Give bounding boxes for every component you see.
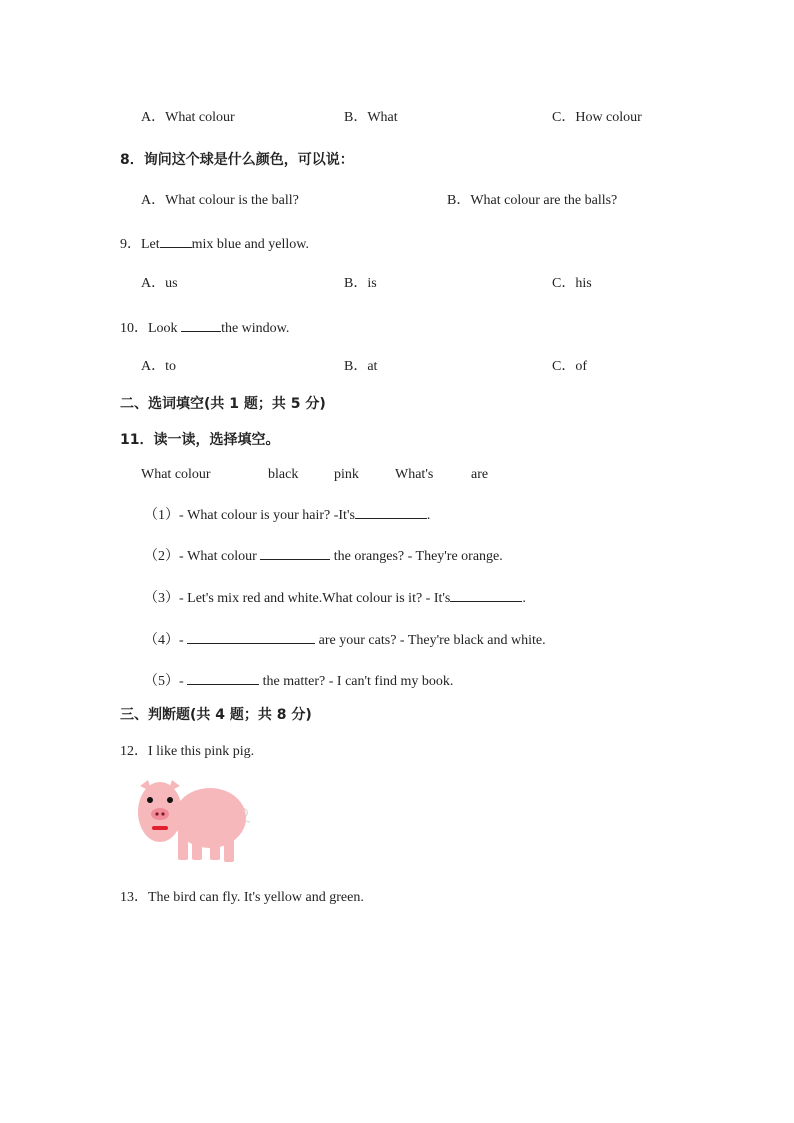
fill-blank[interactable] [355,504,427,519]
pig-snout [151,808,169,820]
item-number: （4） [144,633,179,648]
item-text-pre: - What colour [179,549,261,564]
q8-option-a[interactable]: A．What colour is the ball? [141,193,299,208]
item-text-post: . [522,591,526,606]
pig-mouth [152,826,168,830]
item-number: （3） [144,591,179,606]
item-number: （2） [144,549,179,564]
word-bank-item: pink [334,467,359,482]
q11-item-5 [144,670,453,691]
q11-item-2 [144,545,503,566]
word-bank-item: What's [395,467,434,482]
pig-nostril [155,812,158,815]
item-text-post: are your cats? - They're black and white. [315,633,546,648]
item-text-pre: - What colour is your hair? -It's [179,508,355,523]
q10-stem-post: the window. [221,321,290,336]
pig-body [174,788,246,848]
item-number: （1） [144,508,179,523]
fill-blank[interactable] [187,629,315,644]
word-bank-item: black [268,467,299,482]
q8-stem: 8．询问这个球是什么颜色，可以说： [120,152,354,168]
q10-stem [120,317,289,338]
section3-heading: 三、判断题(共 4 题；共 8 分) [120,707,312,723]
q7-option-c[interactable]: C．How colour [552,110,642,125]
pig-eye [167,797,173,803]
fill-blank[interactable] [450,587,522,602]
q11-item-1 [144,504,430,525]
fill-blank[interactable] [187,670,259,685]
q11-item-3 [144,587,526,608]
q9-stem-pre: 9．Let [120,237,160,252]
pig-nostril [161,812,164,815]
q11-item-4 [144,629,546,650]
q9-blank[interactable] [160,233,192,248]
q9-stem-post: mix blue and yellow. [191,237,309,252]
item-text-pre: - [179,674,188,689]
word-bank-item: are [471,467,489,482]
pig-eye [147,797,153,803]
q7-option-a[interactable]: A．What colour [141,110,235,125]
q9-option-a[interactable]: A．us [141,276,178,291]
q12-stem: 12．I like this pink pig. [120,744,255,759]
item-text-pre: - Let's mix red and white.What colour is it? - It's [179,591,451,606]
pig-figure [138,780,250,862]
section2-heading: 二、选词填空(共 1 题；共 5 分) [120,396,326,412]
q10-blank[interactable] [181,317,221,332]
q8-option-b[interactable]: B．What colour are the balls? [447,193,618,208]
q10-stem-pre: 10．Look [120,321,182,336]
q10-option-a[interactable]: A．to [141,359,176,374]
item-number: （5） [144,674,179,689]
q10-option-b[interactable]: B．at [344,359,378,374]
fill-blank[interactable] [260,545,330,560]
q13-stem: 13．The bird can fly. It's yellow and green. [120,890,364,905]
q9-option-b[interactable]: B．is [344,276,377,291]
q7-option-b[interactable]: B．What [344,110,398,125]
word-bank-item: What colour [141,467,211,482]
q10-option-c[interactable]: C．of [552,359,587,374]
q9-stem [120,233,309,254]
q11-stem: 11．读一读，选择填空。 [120,432,280,448]
item-text-post: . [426,508,431,523]
pink-pig-image [138,778,258,868]
item-text-pre: - [179,633,188,648]
q9-option-c[interactable]: C．his [552,276,592,291]
item-text-post: the matter? - I can't find my book. [259,674,454,689]
item-text-post: the oranges? - They're orange. [330,549,503,564]
